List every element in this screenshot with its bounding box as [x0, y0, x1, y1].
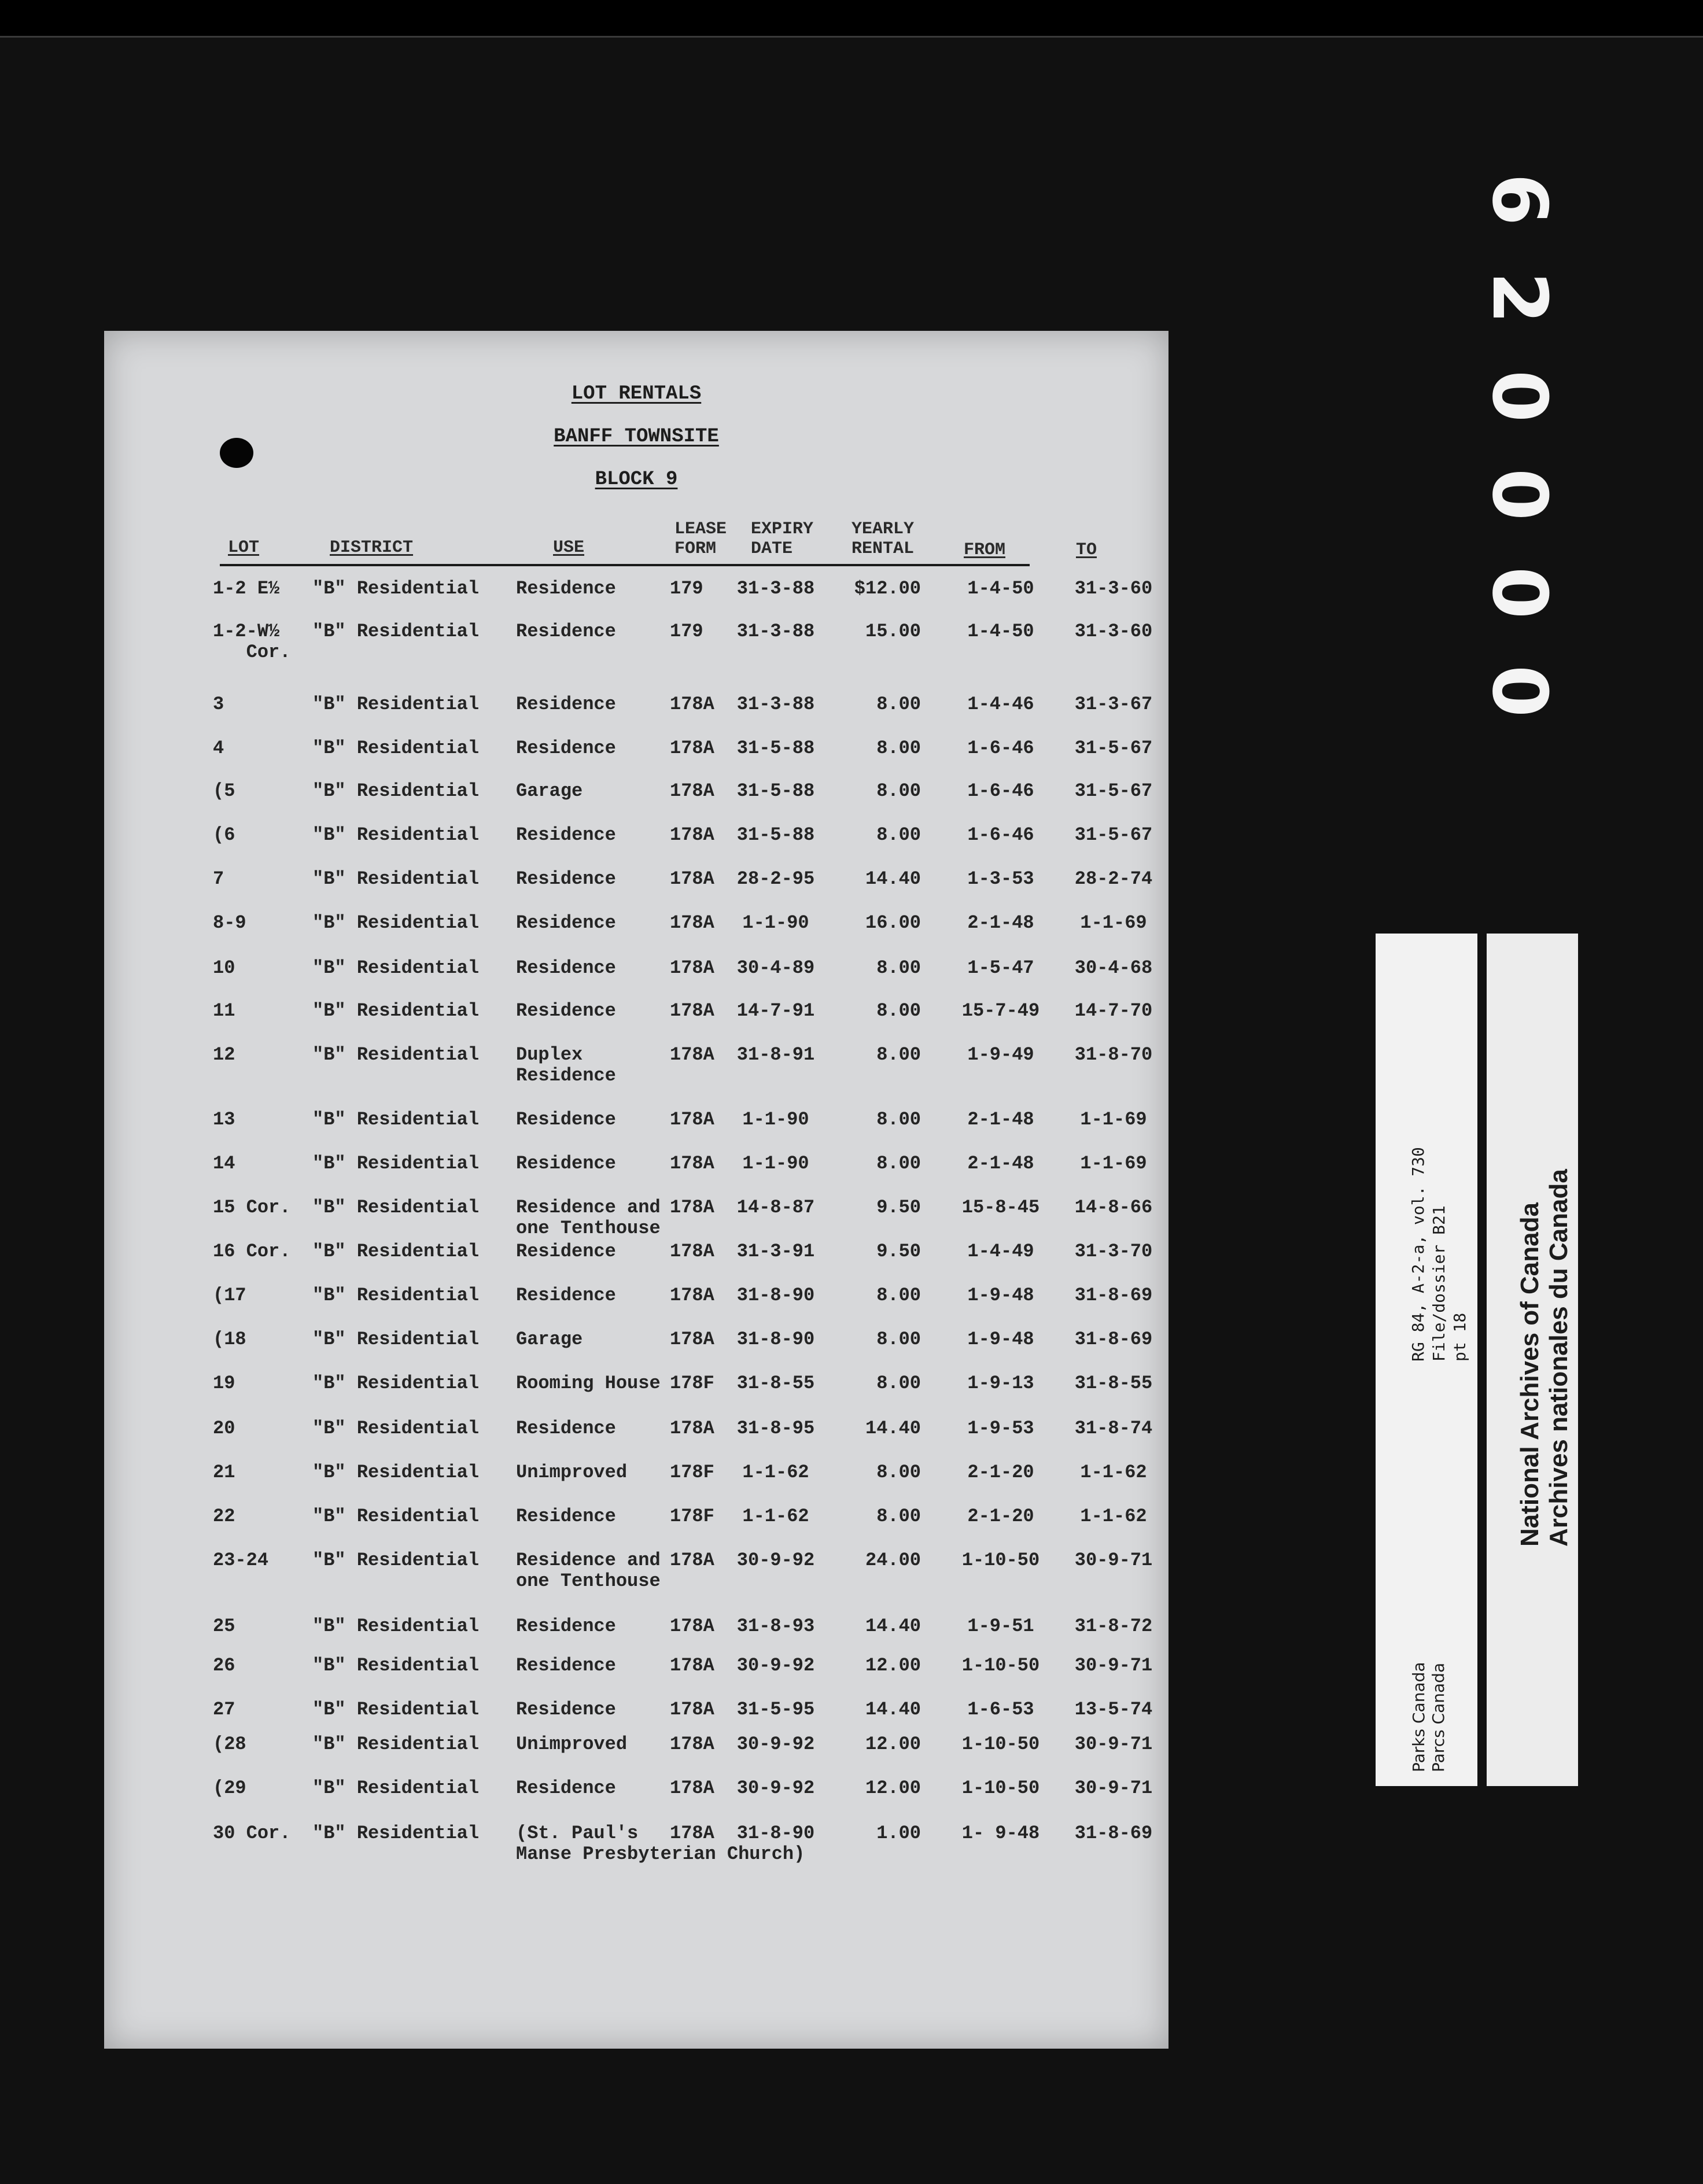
lot-cell: 27 — [213, 1699, 235, 1720]
expiry-date-cell: 31-8-90 — [736, 1285, 815, 1306]
yearly-rental-cell: 8.00 — [876, 1285, 921, 1306]
yearly-rental-cell: 14.40 — [865, 1699, 921, 1720]
from-date-cell: 15-7-49 — [961, 1000, 1040, 1021]
lease-form-cell: 178A — [670, 912, 714, 934]
expiry-date-cell: 1-1-90 — [742, 912, 809, 934]
from-date-cell: 1-6-53 — [967, 1699, 1034, 1720]
from-date-cell: 1-9-49 — [967, 1044, 1034, 1065]
use-cell: Residence — [516, 824, 616, 846]
lease-form-cell: 178A — [670, 868, 714, 890]
frame-digit: 2 — [1476, 271, 1564, 324]
frame-digit: 6 — [1476, 173, 1564, 226]
expiry-date-cell: 14-7-91 — [736, 1000, 815, 1021]
lease-form-cell: 179 — [670, 578, 703, 599]
to-date-cell: 30-9-71 — [1074, 1777, 1153, 1799]
district-cell: "B" Residential — [312, 1153, 480, 1174]
use-cell: Residence — [516, 1615, 616, 1637]
parks-canada-label: Parks Canada Parcs Canada — [1409, 1662, 1448, 1772]
lease-form-cell: 178A — [670, 693, 714, 715]
to-date-cell: 30-9-71 — [1074, 1550, 1153, 1571]
col-use-header: USE — [553, 538, 585, 558]
district-cell: "B" Residential — [312, 780, 480, 802]
lot-cell: 22 — [213, 1506, 235, 1527]
yearly-rental-cell: 8.00 — [876, 737, 921, 759]
block-heading: BLOCK 9 — [595, 468, 678, 490]
col-lease-form-header: LEASE FORM — [674, 519, 727, 559]
lease-form-cell: 178A — [670, 1109, 714, 1130]
use-cell: Residence — [516, 621, 616, 642]
from-date-cell: 1-3-53 — [967, 868, 1034, 890]
to-date-cell: 1-1-62 — [1080, 1462, 1147, 1483]
lot-cell: 11 — [213, 1000, 235, 1021]
to-date-cell: 31-3-67 — [1074, 693, 1153, 715]
lot-cell: 1-2 E½ — [213, 578, 280, 599]
expiry-date-cell: 31-3-88 — [736, 578, 815, 599]
lot-cell: 25 — [213, 1615, 235, 1637]
district-cell: "B" Residential — [312, 1285, 480, 1306]
district-cell: "B" Residential — [312, 1550, 480, 1571]
district-cell: "B" Residential — [312, 1655, 480, 1676]
expiry-date-cell: 31-8-90 — [736, 1823, 815, 1844]
yearly-rental-cell: 8.00 — [876, 693, 921, 715]
from-date-cell: 2-1-48 — [967, 912, 1034, 934]
to-date-cell: 30-9-71 — [1074, 1733, 1153, 1755]
yearly-rental-cell: 8.00 — [876, 1462, 921, 1483]
document-title: LOT RENTALS — [571, 383, 702, 405]
lease-form-cell: 178A — [670, 1655, 714, 1676]
district-cell: "B" Residential — [312, 1506, 480, 1527]
expiry-date-cell: 30-4-89 — [736, 957, 815, 979]
use-cell: Residence — [516, 693, 616, 715]
use-cell: Residence — [516, 737, 616, 759]
expiry-date-cell: 30-9-92 — [736, 1655, 815, 1676]
lot-cell: (28 — [213, 1733, 246, 1755]
lot-cell: 20 — [213, 1418, 235, 1439]
yearly-rental-cell: 12.00 — [865, 1733, 921, 1755]
lease-form-cell: 178A — [670, 1329, 714, 1350]
to-date-cell: 1-1-69 — [1080, 1109, 1147, 1130]
lease-form-cell: 178A — [670, 1418, 714, 1439]
from-date-cell: 2-1-48 — [967, 1153, 1034, 1174]
yearly-rental-cell: 8.00 — [876, 1044, 921, 1065]
expiry-date-cell: 31-5-95 — [736, 1699, 815, 1720]
lot-cell: (29 — [213, 1777, 246, 1799]
archive-label-left — [1376, 934, 1477, 1786]
to-date-cell: 30-4-68 — [1074, 957, 1153, 979]
from-date-cell: 1-6-46 — [967, 780, 1034, 802]
lease-form-cell: 178F — [670, 1506, 714, 1527]
lease-form-cell: 178A — [670, 1241, 714, 1262]
yearly-rental-cell: 14.40 — [865, 1615, 921, 1637]
from-date-cell: 1-10-50 — [961, 1733, 1040, 1755]
lease-form-cell: 178A — [670, 1550, 714, 1571]
lease-form-cell: 178A — [670, 957, 714, 979]
yearly-rental-cell: 12.00 — [865, 1655, 921, 1676]
yearly-rental-cell: 14.40 — [865, 1418, 921, 1439]
use-cell: Residence — [516, 1655, 616, 1676]
frame-digit: 0 — [1476, 665, 1564, 718]
from-date-cell: 1-5-47 — [967, 957, 1034, 979]
to-date-cell: 31-8-69 — [1074, 1329, 1153, 1350]
from-date-cell: 1-9-53 — [967, 1418, 1034, 1439]
use-cell: Residence — [516, 1285, 616, 1306]
district-cell: "B" Residential — [312, 1373, 480, 1394]
lease-form-cell: 178A — [670, 824, 714, 846]
expiry-date-cell: 30-9-92 — [736, 1733, 815, 1755]
film-top-border — [0, 0, 1703, 38]
lot-cell: 10 — [213, 957, 235, 979]
from-date-cell: 1-6-46 — [967, 824, 1034, 846]
district-cell: "B" Residential — [312, 1109, 480, 1130]
frame-number — [1476, 156, 1564, 746]
district-cell: "B" Residential — [312, 1418, 480, 1439]
lease-form-cell: 178A — [670, 1197, 714, 1218]
use-cell: Residence — [516, 957, 616, 979]
to-date-cell: 13-5-74 — [1074, 1699, 1153, 1720]
expiry-date-cell: 31-8-55 — [736, 1373, 815, 1394]
lease-form-cell: 178A — [670, 737, 714, 759]
lease-form-cell: 178A — [670, 1777, 714, 1799]
to-date-cell: 1-1-69 — [1080, 1153, 1147, 1174]
lease-form-cell: 178A — [670, 1733, 714, 1755]
yearly-rental-cell: $12.00 — [854, 578, 921, 599]
lot-cell: 4 — [213, 737, 224, 759]
district-cell: "B" Residential — [312, 1615, 480, 1637]
use-cell: Garage — [516, 780, 583, 802]
yearly-rental-cell: 8.00 — [876, 824, 921, 846]
lease-form-cell: 178F — [670, 1373, 714, 1394]
yearly-rental-cell: 16.00 — [865, 912, 921, 934]
to-date-cell: 31-3-70 — [1074, 1241, 1153, 1262]
district-cell: "B" Residential — [312, 1823, 480, 1844]
to-date-cell: 31-3-60 — [1074, 578, 1153, 599]
yearly-rental-cell: 8.00 — [876, 1506, 921, 1527]
lease-form-cell: 178A — [670, 1699, 714, 1720]
lease-form-cell: 178A — [670, 1615, 714, 1637]
yearly-rental-cell: 9.50 — [876, 1197, 921, 1218]
national-archives-label: National Archives of Canada Archives nationales du Canada — [1516, 1169, 1573, 1547]
expiry-date-cell: 30-9-92 — [736, 1777, 815, 1799]
lot-cell: (17 — [213, 1285, 246, 1306]
from-date-cell: 1-4-50 — [967, 621, 1034, 642]
use-cell: Residence and one Tenthouse — [516, 1197, 661, 1239]
expiry-date-cell: 1-1-62 — [742, 1462, 809, 1483]
use-cell: Residence — [516, 912, 616, 934]
district-cell: "B" Residential — [312, 1699, 480, 1720]
archive-labels — [1376, 934, 1578, 1786]
col-lot-header: LOT — [228, 538, 260, 558]
frame-digit: 0 — [1476, 566, 1564, 619]
yearly-rental-cell: 14.40 — [865, 868, 921, 890]
expiry-date-cell: 31-5-88 — [736, 780, 815, 802]
yearly-rental-cell: 24.00 — [865, 1550, 921, 1571]
from-date-cell: 1-4-46 — [967, 693, 1034, 715]
use-cell: Duplex Residence — [516, 1044, 616, 1086]
lot-cell: 21 — [213, 1462, 235, 1483]
use-cell: Residence — [516, 1418, 616, 1439]
district-cell: "B" Residential — [312, 1733, 480, 1755]
lot-cell: 7 — [213, 868, 224, 890]
archive-label-right — [1487, 934, 1578, 1786]
district-cell: "B" Residential — [312, 957, 480, 979]
district-cell: "B" Residential — [312, 621, 480, 642]
district-cell: "B" Residential — [312, 1241, 480, 1262]
to-date-cell: 31-8-74 — [1074, 1418, 1153, 1439]
from-date-cell: 1-10-50 — [961, 1777, 1040, 1799]
yearly-rental-cell: 8.00 — [876, 1153, 921, 1174]
from-date-cell: 1-10-50 — [961, 1655, 1040, 1676]
lot-cell: 13 — [213, 1109, 235, 1130]
document-page — [104, 331, 1168, 2049]
expiry-date-cell: 31-8-90 — [736, 1329, 815, 1350]
yearly-rental-cell: 8.00 — [876, 1109, 921, 1130]
to-date-cell: 31-3-60 — [1074, 621, 1153, 642]
use-cell: Rooming House — [516, 1373, 661, 1394]
expiry-date-cell: 31-5-88 — [736, 737, 815, 759]
expiry-date-cell: 31-8-91 — [736, 1044, 815, 1065]
lot-cell: 30 Cor. — [213, 1823, 291, 1844]
to-date-cell: 31-5-67 — [1074, 780, 1153, 802]
col-from-header: FROM — [964, 540, 1006, 560]
district-cell: "B" Residential — [312, 693, 480, 715]
lot-cell: 26 — [213, 1655, 235, 1676]
col-district-header: DISTRICT — [330, 538, 414, 558]
district-cell: "B" Residential — [312, 868, 480, 890]
from-date-cell: 1- 9-48 — [961, 1823, 1040, 1844]
to-date-cell: 31-8-70 — [1074, 1044, 1153, 1065]
from-date-cell: 1-9-48 — [967, 1329, 1034, 1350]
lot-cell: 3 — [213, 693, 224, 715]
yearly-rental-cell: 1.00 — [876, 1823, 921, 1844]
expiry-date-cell: 1-1-62 — [742, 1506, 809, 1527]
frame-digit: 0 — [1476, 370, 1564, 423]
expiry-date-cell: 31-5-88 — [736, 824, 815, 846]
lot-cell: 8-9 — [213, 912, 246, 934]
lot-cell: 1-2-W½ Cor. — [213, 621, 291, 663]
lease-form-cell: 178A — [670, 780, 714, 802]
expiry-date-cell: 31-8-95 — [736, 1418, 815, 1439]
document-subtitle: BANFF TOWNSITE — [554, 426, 719, 448]
to-date-cell: 31-5-67 — [1074, 737, 1153, 759]
to-date-cell: 31-8-55 — [1074, 1373, 1153, 1394]
lot-cell: 15 Cor. — [213, 1197, 291, 1218]
expiry-date-cell: 28-2-95 — [736, 868, 815, 890]
lease-form-cell: 178A — [670, 1044, 714, 1065]
district-cell: "B" Residential — [312, 578, 480, 599]
header-rule — [220, 564, 1030, 566]
from-date-cell: 1-10-50 — [961, 1550, 1040, 1571]
yearly-rental-cell: 12.00 — [865, 1777, 921, 1799]
use-cell: Unimproved — [516, 1733, 628, 1755]
to-date-cell: 28-2-74 — [1074, 868, 1153, 890]
district-cell: "B" Residential — [312, 1000, 480, 1021]
to-date-cell: 14-7-70 — [1074, 1000, 1153, 1021]
expiry-date-cell: 31-3-91 — [736, 1241, 815, 1262]
to-date-cell: 14-8-66 — [1074, 1197, 1153, 1218]
yearly-rental-cell: 9.50 — [876, 1241, 921, 1262]
use-cell: Residence — [516, 1777, 616, 1799]
district-cell: "B" Residential — [312, 912, 480, 934]
from-date-cell: 1-6-46 — [967, 737, 1034, 759]
lease-form-cell: 178A — [670, 1823, 714, 1844]
yearly-rental-cell: 8.00 — [876, 780, 921, 802]
use-cell: Residence — [516, 1153, 616, 1174]
from-date-cell: 1-9-48 — [967, 1285, 1034, 1306]
use-cell: Residence — [516, 1699, 616, 1720]
district-cell: "B" Residential — [312, 1329, 480, 1350]
district-cell: "B" Residential — [312, 1044, 480, 1065]
col-expiry-date-header: EXPIRY DATE — [751, 519, 814, 559]
col-yearly-rental-header: YEARLY RENTAL — [852, 519, 915, 559]
use-cell: Residence — [516, 1506, 616, 1527]
use-cell: Residence — [516, 1109, 616, 1130]
col-to-header: TO — [1076, 540, 1097, 560]
frame-digit: 0 — [1476, 468, 1564, 521]
lot-cell: 23-24 — [213, 1550, 269, 1571]
lot-cell: 14 — [213, 1153, 235, 1174]
from-date-cell: 2-1-20 — [967, 1462, 1034, 1483]
use-cell: (St. Paul's Manse Presbyterian Church) — [516, 1823, 805, 1865]
lease-form-cell: 178A — [670, 1285, 714, 1306]
yearly-rental-cell: 8.00 — [876, 1373, 921, 1394]
expiry-date-cell: 30-9-92 — [736, 1550, 815, 1571]
from-date-cell: 1-9-51 — [967, 1615, 1034, 1637]
to-date-cell: 1-1-62 — [1080, 1506, 1147, 1527]
to-date-cell: 31-5-67 — [1074, 824, 1153, 846]
from-date-cell: 2-1-48 — [967, 1109, 1034, 1130]
expiry-date-cell: 31-8-93 — [736, 1615, 815, 1637]
use-cell: Residence — [516, 1241, 616, 1262]
district-cell: "B" Residential — [312, 1462, 480, 1483]
lease-form-cell: 178A — [670, 1000, 714, 1021]
lot-cell: 12 — [213, 1044, 235, 1065]
expiry-date-cell: 1-1-90 — [742, 1153, 809, 1174]
district-cell: "B" Residential — [312, 737, 480, 759]
lease-form-cell: 178A — [670, 1153, 714, 1174]
to-date-cell: 1-1-69 — [1080, 912, 1147, 934]
use-cell: Unimproved — [516, 1462, 628, 1483]
archive-reference: RG 84, A-2-a, vol. 730 File/dossier B21 pt 18 — [1409, 1147, 1469, 1362]
district-cell: "B" Residential — [312, 1777, 480, 1799]
lot-cell: (5 — [213, 780, 235, 802]
to-date-cell: 31-8-69 — [1074, 1823, 1153, 1844]
from-date-cell: 15-8-45 — [961, 1197, 1040, 1218]
expiry-date-cell: 31-3-88 — [736, 621, 815, 642]
lot-cell: (6 — [213, 824, 235, 846]
use-cell: Garage — [516, 1329, 583, 1350]
to-date-cell: 31-8-72 — [1074, 1615, 1153, 1637]
yearly-rental-cell: 8.00 — [876, 1000, 921, 1021]
lot-cell: (18 — [213, 1329, 246, 1350]
from-date-cell: 2-1-20 — [967, 1506, 1034, 1527]
from-date-cell: 1-9-13 — [967, 1373, 1034, 1394]
use-cell: Residence — [516, 578, 616, 599]
to-date-cell: 30-9-71 — [1074, 1655, 1153, 1676]
expiry-date-cell: 14-8-87 — [736, 1197, 815, 1218]
use-cell: Residence and one Tenthouse — [516, 1550, 661, 1592]
yearly-rental-cell: 8.00 — [876, 1329, 921, 1350]
district-cell: "B" Residential — [312, 824, 480, 846]
to-date-cell: 31-8-69 — [1074, 1285, 1153, 1306]
lot-cell: 19 — [213, 1373, 235, 1394]
lot-cell: 16 Cor. — [213, 1241, 291, 1262]
from-date-cell: 1-4-50 — [967, 578, 1034, 599]
use-cell: Residence — [516, 868, 616, 890]
district-cell: "B" Residential — [312, 1197, 480, 1218]
expiry-date-cell: 31-3-88 — [736, 693, 815, 715]
yearly-rental-cell: 8.00 — [876, 957, 921, 979]
from-date-cell: 1-4-49 — [967, 1241, 1034, 1262]
yearly-rental-cell: 15.00 — [865, 621, 921, 642]
lease-form-cell: 178F — [670, 1462, 714, 1483]
expiry-date-cell: 1-1-90 — [742, 1109, 809, 1130]
lease-form-cell: 179 — [670, 621, 703, 642]
use-cell: Residence — [516, 1000, 616, 1021]
